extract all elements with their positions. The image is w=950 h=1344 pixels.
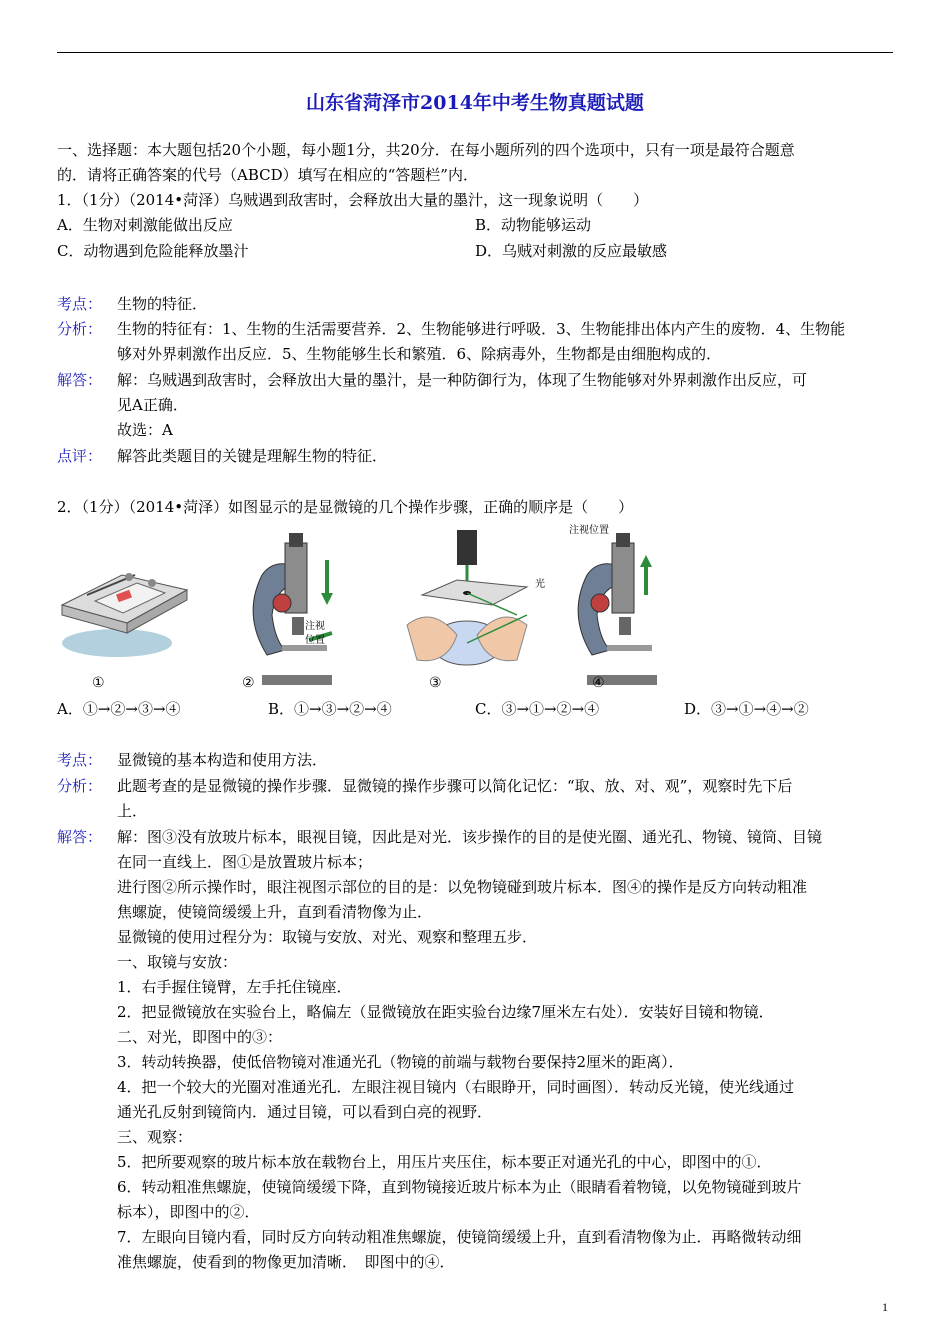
header-rule (57, 52, 893, 53)
q1-option-a: A．生物对刺激能做出反应 (57, 216, 233, 234)
q2-option-a: A．①→②→③→④ (57, 700, 181, 718)
q1-fenxi-line: 够对外界刺激作出反应．5、生物能够生长和繁殖．6、除病毒外，生物都是由细胞构成的． (117, 345, 722, 363)
q1-option-b: B．动物能够运动 (475, 216, 592, 234)
figure-1-slide-on-stage (57, 525, 192, 695)
q1-kaodian-label: 考点： (57, 295, 103, 313)
figure-4-annotation: 注视位置 (569, 525, 609, 536)
q2-jieda-line: 三、观察： (117, 1128, 193, 1146)
q2-fenxi-line: 上． (117, 802, 148, 820)
q1-dianping-label: 点评： (57, 447, 103, 465)
q2-option-b: B．①→③→②→④ (268, 700, 392, 718)
figure-3-annotation-light: 光 (535, 579, 545, 590)
microscope-steps-figure (57, 525, 667, 695)
q2-stem: 2．（1分）（2014•菏泽）如图显示的是显微镜的几个操作步骤，正确的顺序是（ ） (57, 498, 634, 516)
page-title: 山东省菏泽市2014年中考生物真题试题 (306, 92, 644, 114)
q2-jieda-line: 4．把一个较大的光圈对准通光孔．左眼注视目镜内（右眼睁开，同时画图）．转动反光镜，使光线通过 (117, 1078, 795, 1096)
q2-jieda-line: 2．把显微镜放在实验台上，略偏左（显微镜放在距实验台边缘7厘米左右处）．安装好目镜和物镜． (117, 1003, 774, 1021)
q2-jieda-line: 通光孔反射到镜筒内．通过目镜，可以看到白亮的视野． (117, 1103, 493, 1121)
figure-4-raise-tube (562, 525, 667, 695)
q2-jieda-line: 焦螺旋，使镜筒缓缓上升，直到看清物像为止． (117, 903, 433, 921)
q2-jieda-line: 1．右手握住镜臂，左手托住镜座． (117, 978, 352, 996)
figure-2-annotation-weizhi: 位置 (305, 635, 325, 646)
q2-jieda-line: 6．转动粗准焦螺旋，使镜筒缓缓下降，直到物镜接近玻片标本为止（眼睛看着物镜，以免物镜碰到玻片 (117, 1178, 802, 1196)
q1-option-c: C．动物遇到危险能释放墨汁 (57, 242, 249, 260)
q1-jieda-line: 解：乌贼遇到敌害时，会释放出大量的墨汁，是一种防御行为，体现了生物能够对外界刺激作出反应，可 (117, 371, 808, 389)
q2-option-c: C．③→①→②→④ (475, 700, 600, 718)
q2-jieda-line: 3．转动转换器，使低倍物镜对准通光孔（物镜的前端与载物台要保持2厘米的距离）． (117, 1053, 684, 1071)
q2-jieda-line: 二、对光，即图中的③： (117, 1028, 283, 1046)
figure-2-annotation-zhushi: 注视 (305, 621, 325, 632)
figure-label-2: ② (242, 675, 255, 691)
q1-jieda-line: 见A正确． (117, 396, 188, 414)
q2-jieda-line: 7．左眼向目镜内看，同时反方向转动粗准焦螺旋，使镜筒缓缓上升，直到看清物像为止．再略微转动细 (117, 1228, 802, 1246)
q1-jieda-label: 解答： (57, 371, 103, 389)
figure-3-focus-light (387, 525, 557, 695)
q1-option-d: D．乌贼对刺激的反应最敏感 (475, 242, 668, 260)
q1-fenxi-label: 分析： (57, 320, 103, 338)
q2-jieda-line: 准焦螺旋，使看到的物像更加清晰． 即图中的④． (117, 1253, 455, 1271)
intro-line-1: 一、选择题：本大题包括20个小题，每小题1分，共20分．在每小题所列的四个选项中，只有一项是最符合题意 (57, 141, 795, 159)
page-number: 1 (882, 1300, 888, 1314)
q2-jieda-line: 进行图②所示操作时，眼注视图示部位的目的是：以免物镜碰到玻片标本．图④的操作是反方向转动粗准 (117, 878, 808, 896)
q2-kaodian-label: 考点： (57, 751, 103, 769)
q2-option-d: D．③→①→④→② (684, 700, 809, 718)
q2-jieda-line: 5．把所要观察的玻片标本放在载物台上，用压片夹压住，标本要正对通光孔的中心，即图中的①． (117, 1153, 772, 1171)
q2-jieda-line: 解：图③没有放玻片标本，眼视目镜，因此是对光．该步操作的目的是使光圈、通光孔、物镜、镜筒、目镜 (117, 828, 823, 846)
q2-jieda-line: 标本），即图中的②． (117, 1203, 260, 1221)
q2-fenxi-line: 此题考查的是显微镜的操作步骤．显微镜的操作步骤可以简化记忆：“取、放、对、观”，观察时先下后 (117, 777, 793, 795)
figure-label-4: ④ (592, 675, 605, 691)
figure-label-3: ③ (429, 675, 442, 691)
q2-fenxi-label: 分析： (57, 777, 103, 795)
q2-jieda-line: 显微镜的使用过程分为：取镜与安放、对光、观察和整理五步． (117, 928, 538, 946)
q2-kaodian: 显微镜的基本构造和使用方法． (117, 751, 328, 769)
q1-stem: 1．（1分）（2014•菏泽）乌贼遇到敌害时，会释放出大量的墨汁，这一现象说明（ ） (57, 191, 649, 209)
q2-jieda-line: 在同一直线上．图①是放置玻片标本； (117, 853, 373, 871)
figure-2-lower-tube (237, 525, 342, 695)
q2-jieda-label: 解答： (57, 828, 103, 846)
q2-jieda-line: 一、取镜与安放： (117, 953, 238, 971)
figure-label-1: ① (92, 675, 105, 691)
q1-kaodian: 生物的特征． (117, 295, 208, 313)
intro-line-2: 的．请将正确答案的代号（ABCD）填写在相应的“答题栏”内． (57, 166, 478, 184)
q1-dianping: 解答此类题目的关键是理解生物的特征． (117, 447, 388, 465)
q1-jieda-line: 故选：A (117, 421, 173, 439)
q1-fenxi-line: 生物的特征有：1、生物的生活需要营养．2、生物能够进行呼吸．3、生物能排出体内产生的废物．4、生物能 (117, 320, 846, 338)
